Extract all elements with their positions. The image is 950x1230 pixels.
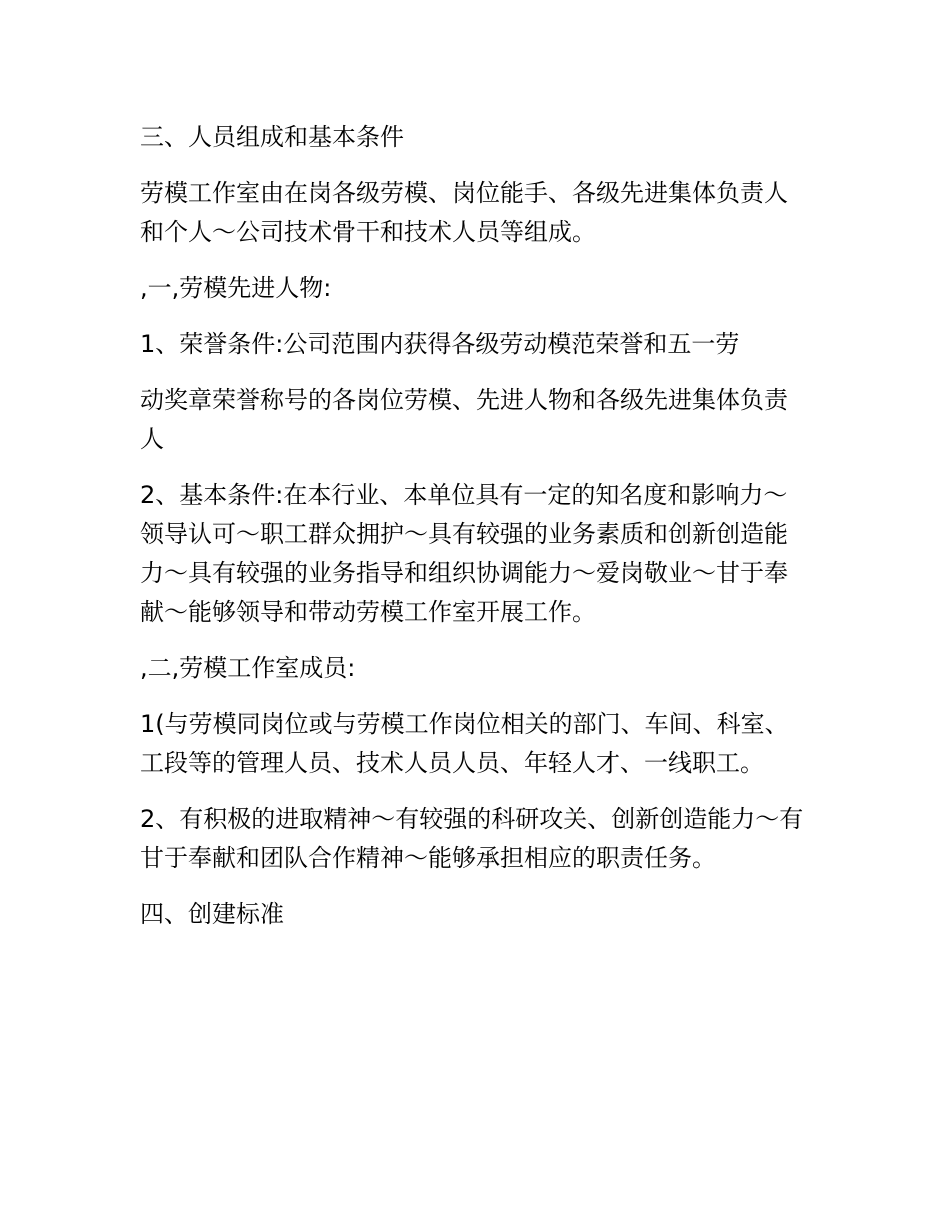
paragraph-members-2: 2、有积极的进取精神～有较强的科研攻关、创新创造能力～有甘于奉献和团队合作精神～能够承担相应的职责任务。 (140, 805, 804, 872)
section-heading-4: 四、创建标准 (140, 900, 284, 928)
paragraph-basic-conditions: 2、基本条件:在本行业、本单位具有一定的知名度和影响力～领导认可～职工群众拥护～具有较强的业务素质和创新创造能力～具有较强的业务指导和组织协调能力～爱岗敬业～甘于奉献～能够领导和带动劳模工作室开展工作。 (140, 481, 788, 626)
document-body (140, 118, 805, 951)
paragraph-composition: 劳模工作室由在岗各级劳模、岗位能手、各级先进集体负责人和个人～公司技术骨干和技术人员等组成。 (140, 179, 788, 246)
section-heading-3: 三、人员组成和基本条件 (140, 123, 404, 151)
paragraph-honor-conditions-cont: 动奖章荣誉称号的各岗位劳模、先进人物和各级先进集体负责人 (140, 386, 788, 453)
paragraph-members-1: 1(与劳模同岗位或与劳模工作岗位相关的部门、车间、科室、工段等的管理人员、技术人员人员、年轻人才、一线职工。 (140, 710, 789, 777)
subheading-model-workers: ,一,劳模先进人物: (140, 274, 332, 302)
subheading-studio-members: ,二,劳模工作室成员: (140, 654, 356, 682)
paragraph-honor-conditions: 1、荣誉条件:公司范围内获得各级劳动模范荣誉和五一劳 (140, 330, 740, 358)
